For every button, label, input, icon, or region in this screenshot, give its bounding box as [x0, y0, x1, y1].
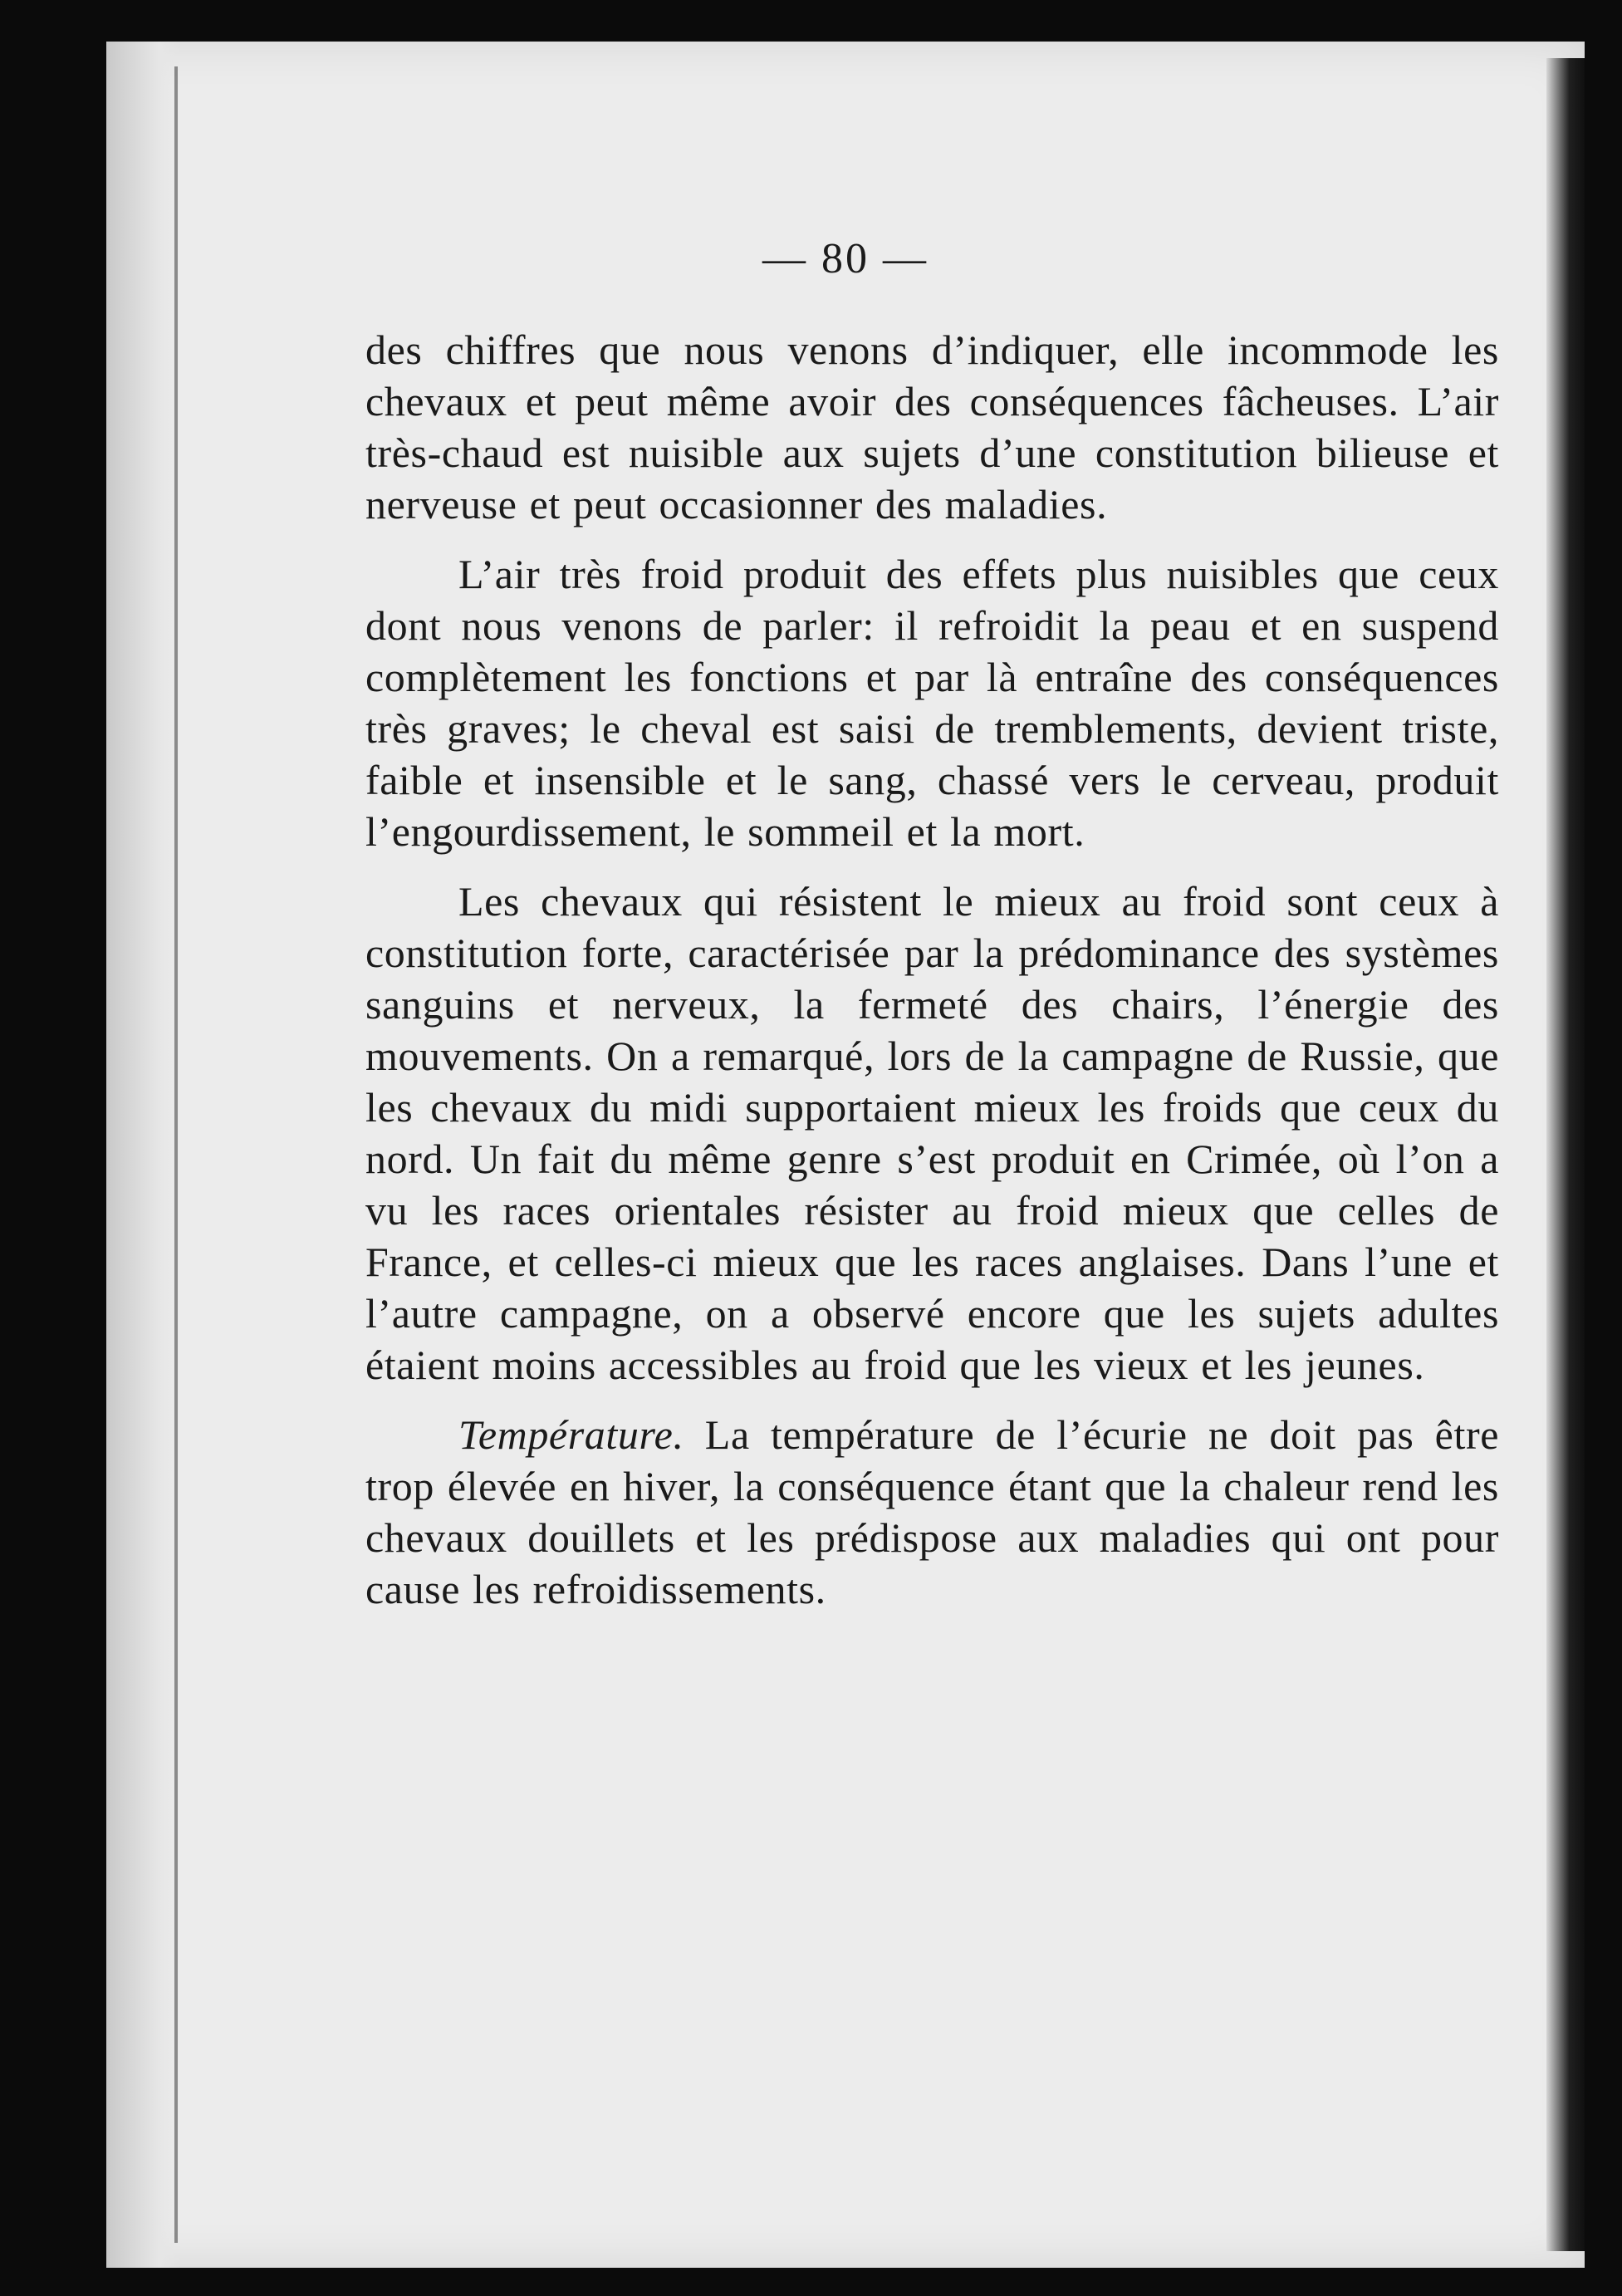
paragraph-4-text: La température de l’écurie ne doit pas être trop élevée en hiver, la conséquence étant que la chaleur rend les chevaux douillets et les prédispose aux maladies qui ont pour cause les refroidissements.	[365, 1411, 1499, 1612]
spine-shadow	[106, 42, 181, 2268]
paragraph-4-lead: Température.	[458, 1411, 684, 1458]
paragraph-2	[365, 548, 1499, 857]
paragraph-2-text: L’air très froid produit des effets plus nuisibles que ceux dont nous venons de parler: il refroidit la peau et en suspend complètement les fonctions et par là entraîne des conséquences très graves; le cheval est saisi de tremblements, devient triste, faible et insensible et le sang, chassé vers le cerveau, produit l’engourdissement, le sommeil et la mort.	[365, 551, 1499, 855]
paragraph-1-text: des chiffres que nous venons d’indiquer, elle incommode les chevaux et peut même avoir des conséquences fâcheuses. L’air très-chaud est nuisible aux sujets d’une constitution bilieuse et nerveuse et peut occasionner des maladies.	[365, 326, 1499, 527]
paragraph-4	[365, 1409, 1499, 1615]
paragraph-3-text: Les chevaux qui résistent le mieux au froid sont ceux à constitution forte, caractérisée par la prédominance des systèmes sanguins et nerveux, la fermeté des chairs, l’énergie des mouvements. On a remarqué, lors de la campagne de Russie, que les chevaux du midi supportaient mieux les froids que ceux du nord. Un fait du même genre s’est produit en Crimée, où l’on a vu les races orientales résister au froid mieux que celles de France, et celles-ci mieux que les races anglaises. Dans l’une et l’autre campagne, on a observé encore que les sujets adultes étaient moins accessibles au froid que les vieux et les jeunes.	[365, 878, 1499, 1388]
paragraph-1	[365, 324, 1499, 530]
page-number: — 80 —	[762, 235, 929, 282]
body-text	[365, 324, 1499, 1633]
spine-line	[174, 66, 178, 2243]
page-edge-shadow	[1546, 58, 1585, 2251]
paragraph-3	[365, 876, 1499, 1391]
